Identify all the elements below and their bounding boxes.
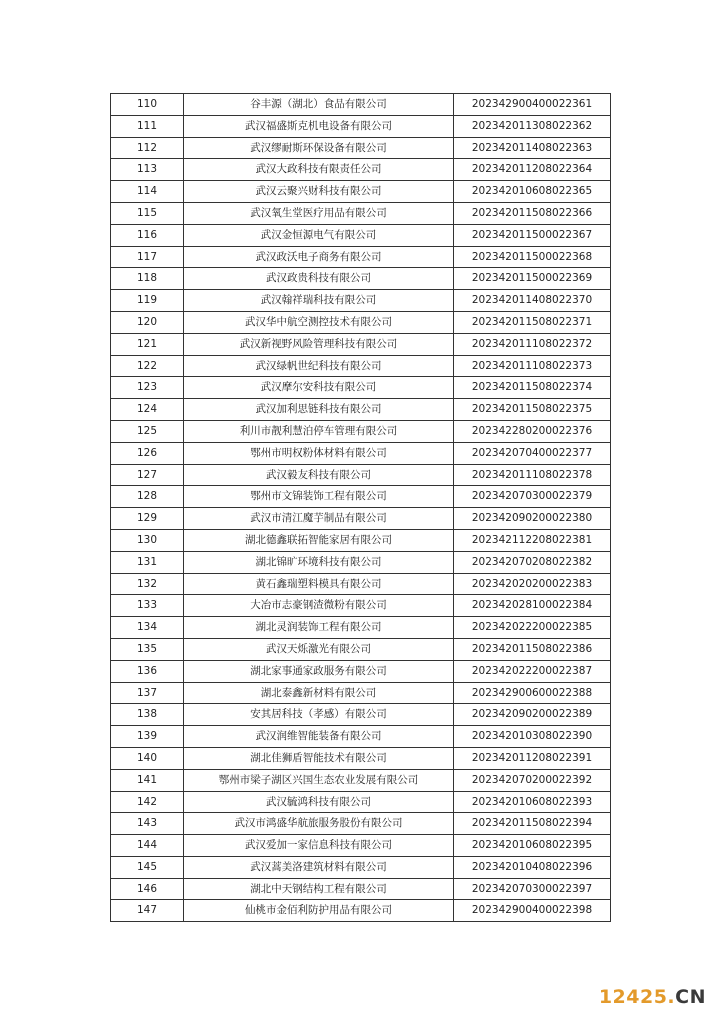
- row-number-cell: 146: [111, 878, 184, 900]
- table-row: [111, 769, 611, 791]
- company-name-cell: 武汉市清江魔芋制品有限公司: [184, 508, 454, 530]
- registration-code-cell: 202342011500022369: [454, 268, 611, 290]
- table-row: [111, 355, 611, 377]
- registration-code-cell: 202342070200022392: [454, 769, 611, 791]
- row-number-cell: 147: [111, 900, 184, 922]
- registration-code-cell: 202342011408022370: [454, 290, 611, 312]
- row-number-cell: 130: [111, 529, 184, 551]
- table-row: [111, 137, 611, 159]
- company-name-cell: 谷丰源（湖北）食品有限公司: [184, 94, 454, 116]
- table-row: [111, 573, 611, 595]
- company-name-cell: 武汉福盛斯克机电设备有限公司: [184, 115, 454, 137]
- registration-code-cell: 202342011108022372: [454, 333, 611, 355]
- table-row: [111, 508, 611, 530]
- row-number-cell: 128: [111, 486, 184, 508]
- table-body: [111, 94, 611, 922]
- company-name-cell: 武汉翰祥瑞科技有限公司: [184, 290, 454, 312]
- watermark-dot: .: [667, 986, 676, 1008]
- table-row: [111, 726, 611, 748]
- company-name-cell: 武汉政沃电子商务有限公司: [184, 246, 454, 268]
- company-name-cell: 湖北德鑫联拓智能家居有限公司: [184, 529, 454, 551]
- registration-code-cell: 202342011208022391: [454, 747, 611, 769]
- row-number-cell: 127: [111, 464, 184, 486]
- company-name-cell: 武汉毓鸿科技有限公司: [184, 791, 454, 813]
- company-name-cell: 武汉天烁激光有限公司: [184, 638, 454, 660]
- row-number-cell: 145: [111, 856, 184, 878]
- row-number-cell: 123: [111, 377, 184, 399]
- row-number-cell: 141: [111, 769, 184, 791]
- registration-code-cell: 202342900400022398: [454, 900, 611, 922]
- row-number-cell: 111: [111, 115, 184, 137]
- row-number-cell: 119: [111, 290, 184, 312]
- table-row: [111, 791, 611, 813]
- registration-code-cell: 202342011508022386: [454, 638, 611, 660]
- company-list-table: [110, 93, 611, 922]
- row-number-cell: 115: [111, 202, 184, 224]
- company-name-cell: 鄂州市文锦装饰工程有限公司: [184, 486, 454, 508]
- row-number-cell: 138: [111, 704, 184, 726]
- company-name-cell: 武汉爱加一家信息科技有限公司: [184, 835, 454, 857]
- company-name-cell: 武汉金恒源电气有限公司: [184, 224, 454, 246]
- registration-code-cell: 202342070208022382: [454, 551, 611, 573]
- table-row: [111, 900, 611, 922]
- company-name-cell: 武汉政贵科技有限公司: [184, 268, 454, 290]
- table-row: [111, 377, 611, 399]
- table-row: [111, 333, 611, 355]
- company-name-cell: 湖北中天钢结构工程有限公司: [184, 878, 454, 900]
- row-number-cell: 142: [111, 791, 184, 813]
- table-row: [111, 202, 611, 224]
- table-row: [111, 551, 611, 573]
- company-name-cell: 武汉新视野风险管理科技有限公司: [184, 333, 454, 355]
- watermark-suffix: CN: [675, 986, 706, 1008]
- row-number-cell: 129: [111, 508, 184, 530]
- company-name-cell: 湖北泰鑫新材料有限公司: [184, 682, 454, 704]
- row-number-cell: 118: [111, 268, 184, 290]
- company-name-cell: 安其居科技（孝感）有限公司: [184, 704, 454, 726]
- registration-code-cell: 202342900600022388: [454, 682, 611, 704]
- registration-code-cell: 202342011408022363: [454, 137, 611, 159]
- company-name-cell: 湖北佳狮盾智能技术有限公司: [184, 747, 454, 769]
- registration-code-cell: 202342090200022380: [454, 508, 611, 530]
- registration-code-cell: 202342011108022373: [454, 355, 611, 377]
- registration-code-cell: 202342011208022364: [454, 159, 611, 181]
- row-number-cell: 112: [111, 137, 184, 159]
- row-number-cell: 139: [111, 726, 184, 748]
- table-row: [111, 529, 611, 551]
- registration-code-cell: 202342028100022384: [454, 595, 611, 617]
- registration-code-cell: 202342280200022376: [454, 420, 611, 442]
- registration-code-cell: 202342022200022387: [454, 660, 611, 682]
- row-number-cell: 121: [111, 333, 184, 355]
- registration-code-cell: 202342010608022365: [454, 181, 611, 203]
- table-row: [111, 290, 611, 312]
- row-number-cell: 135: [111, 638, 184, 660]
- table-row: [111, 442, 611, 464]
- registration-code-cell: 202342011508022375: [454, 399, 611, 421]
- registration-code-cell: 202342011508022394: [454, 813, 611, 835]
- registration-code-cell: 202342070300022379: [454, 486, 611, 508]
- table-row: [111, 159, 611, 181]
- company-name-cell: 武汉加利思链科技有限公司: [184, 399, 454, 421]
- row-number-cell: 122: [111, 355, 184, 377]
- table-row: [111, 115, 611, 137]
- company-name-cell: 武汉绿帆世纪科技有限公司: [184, 355, 454, 377]
- registration-code-cell: 202342070400022377: [454, 442, 611, 464]
- company-name-cell: 湖北灵润装饰工程有限公司: [184, 617, 454, 639]
- company-name-cell: 仙桃市金佰利防护用品有限公司: [184, 900, 454, 922]
- registration-code-cell: 202342900400022361: [454, 94, 611, 116]
- company-name-cell: 武汉大政科技有限责任公司: [184, 159, 454, 181]
- company-name-cell: 鄂州市梁子湖区兴国生态农业发展有限公司: [184, 769, 454, 791]
- row-number-cell: 143: [111, 813, 184, 835]
- company-name-cell: 武汉华中航空测控技术有限公司: [184, 311, 454, 333]
- registration-code-cell: 202342070300022397: [454, 878, 611, 900]
- company-name-cell: 鄂州市明权粉体材料有限公司: [184, 442, 454, 464]
- company-name-cell: 武汉摩尔安科技有限公司: [184, 377, 454, 399]
- table-row: [111, 595, 611, 617]
- table-row: [111, 835, 611, 857]
- registration-code-cell: 202342010408022396: [454, 856, 611, 878]
- row-number-cell: 126: [111, 442, 184, 464]
- registration-code-cell: 202342011500022367: [454, 224, 611, 246]
- registration-code-cell: 202342010608022395: [454, 835, 611, 857]
- row-number-cell: 124: [111, 399, 184, 421]
- row-number-cell: 133: [111, 595, 184, 617]
- row-number-cell: 136: [111, 660, 184, 682]
- company-name-cell: 武汉市鸿盛华航旅服务股份有限公司: [184, 813, 454, 835]
- table-row: [111, 813, 611, 835]
- table-row: [111, 704, 611, 726]
- registration-code-cell: 202342112208022381: [454, 529, 611, 551]
- table-row: [111, 181, 611, 203]
- registration-code-cell: 202342090200022389: [454, 704, 611, 726]
- company-name-cell: 大冶市志豪钢渣微粉有限公司: [184, 595, 454, 617]
- table-row: [111, 268, 611, 290]
- table-row: [111, 420, 611, 442]
- row-number-cell: 116: [111, 224, 184, 246]
- registration-code-cell: 202342011108022378: [454, 464, 611, 486]
- row-number-cell: 110: [111, 94, 184, 116]
- table-row: [111, 660, 611, 682]
- company-name-cell: 湖北家事通家政服务有限公司: [184, 660, 454, 682]
- table-row: [111, 486, 611, 508]
- table-row: [111, 747, 611, 769]
- company-name-cell: 武汉缪耐斯环保设备有限公司: [184, 137, 454, 159]
- row-number-cell: 132: [111, 573, 184, 595]
- registration-code-cell: 202342011508022371: [454, 311, 611, 333]
- table-row: [111, 246, 611, 268]
- company-name-cell: 武汉润维智能装备有限公司: [184, 726, 454, 748]
- table-row: [111, 638, 611, 660]
- row-number-cell: 114: [111, 181, 184, 203]
- row-number-cell: 131: [111, 551, 184, 573]
- row-number-cell: 140: [111, 747, 184, 769]
- company-name-cell: 武汉毅友科技有限公司: [184, 464, 454, 486]
- company-name-cell: 湖北锦旷环境科技有限公司: [184, 551, 454, 573]
- table-row: [111, 94, 611, 116]
- table-row: [111, 878, 611, 900]
- row-number-cell: 113: [111, 159, 184, 181]
- table-row: [111, 399, 611, 421]
- table-row: [111, 224, 611, 246]
- site-watermark: [599, 986, 706, 1008]
- row-number-cell: 137: [111, 682, 184, 704]
- company-name-cell: 武汉云聚兴财科技有限公司: [184, 181, 454, 203]
- registration-code-cell: 202342011500022368: [454, 246, 611, 268]
- row-number-cell: 117: [111, 246, 184, 268]
- company-name-cell: 黄石鑫瑞塑料模具有限公司: [184, 573, 454, 595]
- table-row: [111, 311, 611, 333]
- company-name-cell: 武汉氧生堂医疗用品有限公司: [184, 202, 454, 224]
- row-number-cell: 134: [111, 617, 184, 639]
- registration-code-cell: 202342011308022362: [454, 115, 611, 137]
- table-row: [111, 856, 611, 878]
- row-number-cell: 125: [111, 420, 184, 442]
- company-name-cell: 利川市靓利慧泊停车管理有限公司: [184, 420, 454, 442]
- table-row: [111, 464, 611, 486]
- table-row: [111, 682, 611, 704]
- registration-code-cell: 202342010608022393: [454, 791, 611, 813]
- registration-code-cell: 202342022200022385: [454, 617, 611, 639]
- row-number-cell: 144: [111, 835, 184, 857]
- registration-code-cell: 202342011508022366: [454, 202, 611, 224]
- registration-code-cell: 202342011508022374: [454, 377, 611, 399]
- row-number-cell: 120: [111, 311, 184, 333]
- registration-code-cell: 202342010308022390: [454, 726, 611, 748]
- registration-code-cell: 202342020200022383: [454, 573, 611, 595]
- company-name-cell: 武汉蒿美洛建筑材料有限公司: [184, 856, 454, 878]
- watermark-number: 12425: [598, 986, 668, 1008]
- table-row: [111, 617, 611, 639]
